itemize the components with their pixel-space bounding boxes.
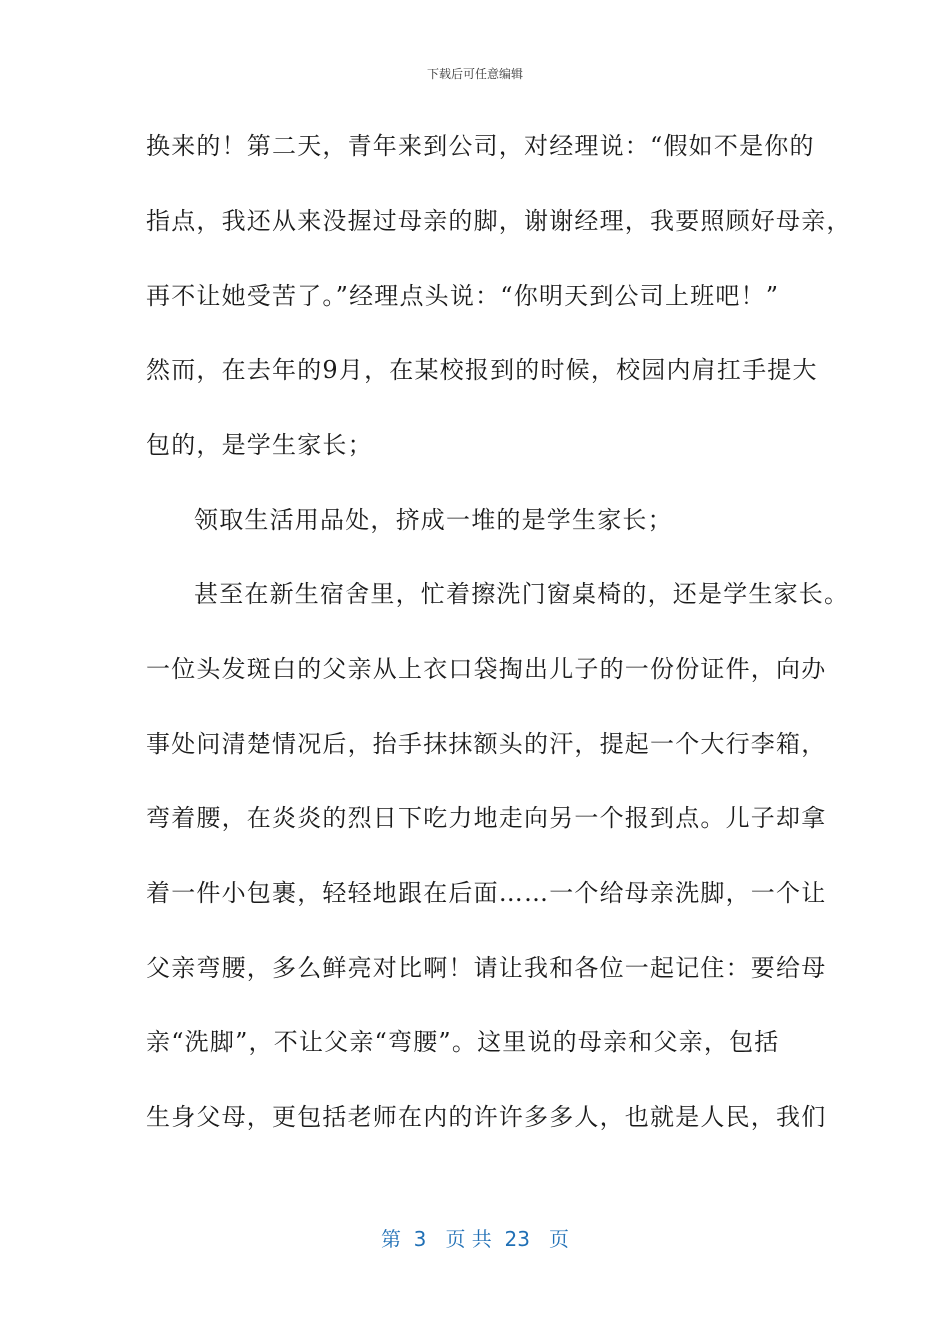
text-line: 亲“洗脚”，不让父亲“弯腰”。这里说的母亲和父亲，包括 (146, 1028, 780, 1056)
page-number-footer: 第 3 页 共 23 页 (380, 1227, 570, 1251)
text-line: 父亲弯腰，多么鲜亮对比啊！请让我和各位一起记住：要给母 (146, 954, 827, 982)
text-line: 甚至在新生宿舍里，忙着擦洗门窗桌椅的，还是学生家长。 (194, 580, 850, 608)
text-line: 然而，在去年的9月，在某校报到的时候，校园内肩扛手提大 (146, 356, 818, 384)
text-line: 再不让她受苦了。”经理点头说：“你明天到公司上班吧！” (146, 282, 780, 310)
text-line: 换来的！第二天，青年来到公司，对经理说：“假如不是你的 (146, 132, 815, 160)
page-header: 下载后可任意编辑 (426, 67, 523, 81)
text-line: 生身父母，更包括老师在内的许许多多人，也就是人民，我们 (146, 1103, 827, 1131)
text-line: 包的，是学生家长； (146, 431, 373, 459)
text-line: 事处问清楚情况后，抬手抹抹额头的汗，提起一个大行李箱， (146, 730, 827, 758)
text-line: 领取生活用品处，挤成一堆的是学生家长； (194, 506, 673, 534)
text-line: 弯着腰，在炎炎的烈日下吃力地走向另一个报到点。儿子却拿 (146, 804, 827, 832)
text-line: 一位头发斑白的父亲从上衣口袋掏出儿子的一份份证件，向办 (146, 655, 827, 683)
text-line: 着一件小包裹，轻轻地跟在后面……一个给母亲洗脚，一个让 (146, 879, 827, 907)
text-line: 指点，我还从来没握过母亲的脚，谢谢经理，我要照顾好母亲， (146, 207, 852, 235)
